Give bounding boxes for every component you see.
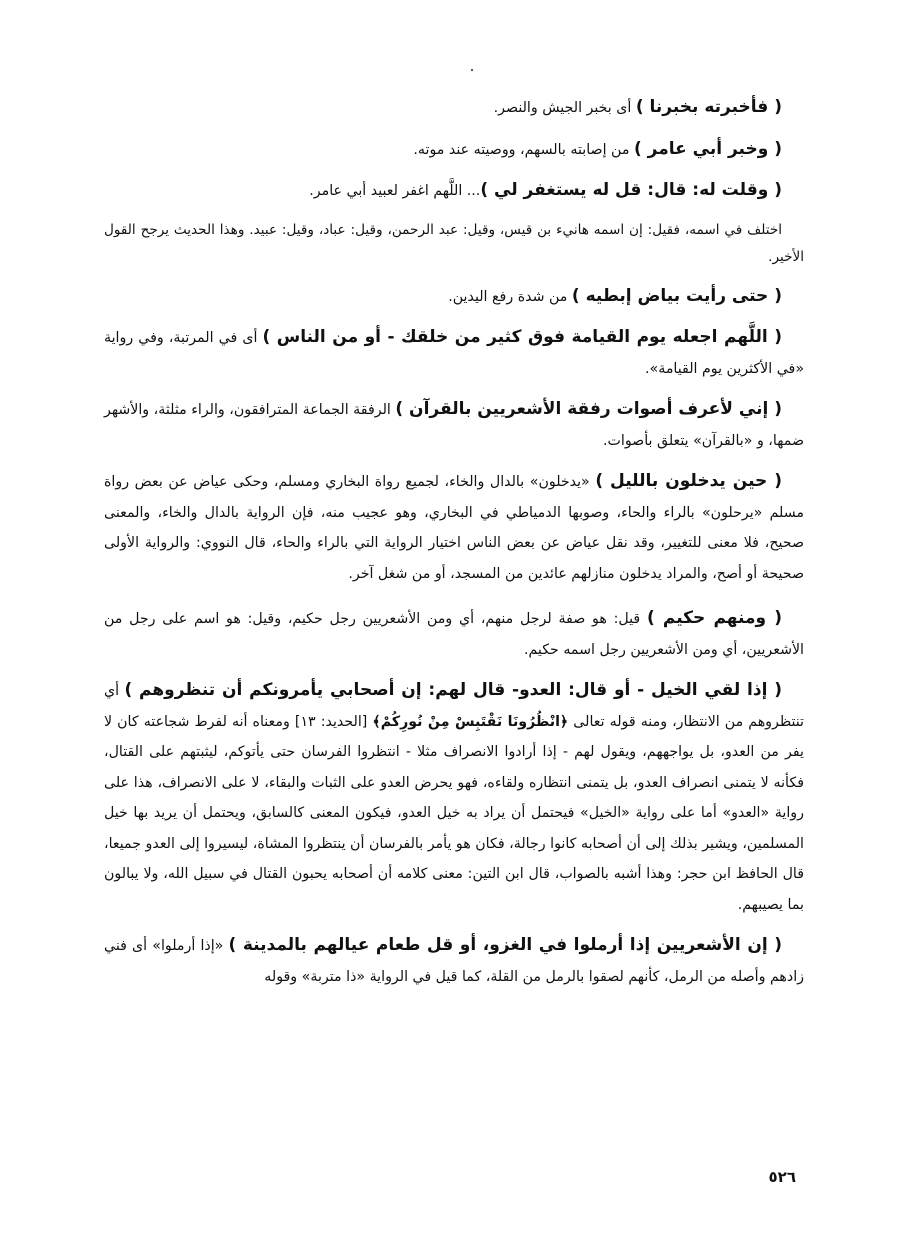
paragraph-text: «إذا أرملوا» أى فني زادهم وأصله من الرمل، كأنهم لصقوا بالرمل من القلة، كما قيل في الرواية «ذا متربة» وقوله: [104, 938, 804, 985]
paragraph-heading: ( إذا لقي الخيل - أو قال: العدو- قال لهم: إن أصحابي يأمرونكم أن تنظروهم ): [124, 680, 782, 700]
quran-verse: ﴿انْظُرُونَا نَقْتَبِسْ مِنْ نُورِكُمْ﴾: [372, 713, 569, 730]
paragraph-heading: ( حين يدخلون بالليل ): [595, 471, 782, 491]
paragraph-heading: ( اللَّهم اجعله يوم القيامة فوق كثير من خلقك - أو من الناس ): [262, 327, 782, 347]
paragraph-heading: ( حتى رأيت بياض إبطيه ): [571, 285, 782, 306]
paragraph-10: [104, 675, 804, 920]
paragraph-text: الرفقة الجماعة المترافقون، والراء مثلثة، والأشهر ضمها، و «بالقرآن» يتعلق بأصوات.: [104, 402, 804, 449]
paragraph-5: [104, 281, 804, 313]
paragraph-heading: ( وقلت له: قال: قل له يستغفر لي ): [480, 180, 782, 200]
paragraph-2: [104, 134, 804, 166]
paragraph-text: من شدة رفع اليدين.: [448, 288, 572, 305]
paragraph-text: أي تنتظروهم من الانتظار، ومنه قوله تعالى: [104, 683, 804, 730]
paragraph-text: [الحديد: ١٣] ومعناه أنه لفرط شجاعته كان لا يفر من العدو، بل يواجههم، ويقول لهم - إذا أرادوا الانصراف مثلا - انتظروا الفرسان حتى يأتوكم، ليثبتهم على القتال، فكأنه لا يتمنى انصراف العدو، بل يتمنى انتظاره ولقاءه، فهو يحرض العدو على الثبات والبقاء، لا على الانصراف، هذا على رواية «العدو» أما على رواية «الخيل» فيحتمل أن يراد به خيل العدو، فيكون المعنى كالسابق، ويحتمل أن يريد بها خيل المسلمين، ويشير بذلك إلى أن أصحابه كانوا رجالة، فكان هو يأمر بالفرسان أن ينتظروا المشاة، ليسيروا إلى العدو جميعا، قال الحافظ ابن حجر: وهذا أشبه بالصواب، قال ابن التين: معنى كلامه أن أصحابه يحبون القتال في سبيل الله، ولا يبالون بما يصيبهم.: [104, 713, 804, 913]
scan-speck: [471, 69, 473, 71]
paragraph-11: [104, 930, 804, 992]
paragraph-7: [104, 394, 804, 456]
paragraph-text: ... اللَّهم اغفر لعبيد أبي عامر.: [309, 183, 481, 199]
paragraph-text: من إصابته بالسهم، ووصيته عند موته.: [413, 141, 634, 158]
paragraph-4: [104, 217, 804, 271]
paragraph-text: اختلف في اسمه، فقيل: إن اسمه هانيء بن قيس، وقيل: عبد الرحمن، وقيل: عباد، وقيل: عبيد. وهذا الحديث يرجح القول الأخير.: [104, 221, 804, 265]
paragraph-heading: ( فأخبرته بخبرنا ): [635, 97, 782, 117]
paragraph-text: أى بخبر الجيش والنصر.: [493, 100, 636, 116]
paragraph-9: [104, 603, 804, 665]
paragraph-heading: ( إن الأشعريين إذا أرملوا في الغزو، أو قل طعام عيالهم بالمدينة ): [228, 935, 782, 955]
paragraph-3: [104, 175, 804, 207]
paragraph-6: [104, 322, 804, 384]
paragraph-text: «يدخلون» بالدال والخاء، لجميع رواة البخاري ومسلم، وحكى عياض عن بعض رواة مسلم «يرحلون» بالراء والحاء، وصوبها الدمياطي في البخاري، وهو عجيب منه، فإن الرواية بالدال والخاء، والمعنى صحيح، فلا معنى للتغيير، وقد نقل عياض عن بعض الناس اختيار الرواية التي بالراء والحاء، قال النووي: والرواية الأولى صحيحة أو أصح، والمراد يدخلون منازلهم عائدين من المسجد، أو من شغل آخر.: [104, 474, 804, 582]
paragraph-text: قيل: هو صفة لرجل منهم، أي ومن الأشعريين رجل حكيم، وقيل: هو اسم على رجل من الأشعريين، أي ومن الأشعريين رجل اسمه حكيم.: [104, 611, 804, 658]
page-body: [104, 92, 804, 992]
paragraph-heading: ( إني لأعرف أصوات رفقة الأشعريين بالقرآن ): [395, 399, 782, 419]
page-number: ٥٢٦: [768, 1168, 796, 1186]
paragraph-heading: ( ومنهم حكيم ): [646, 608, 782, 628]
paragraph-1: [104, 92, 804, 124]
paragraph-text: أى في المرتبة، وفي رواية «في الأكثرين يوم القيامة».: [104, 330, 804, 377]
paragraph-8: [104, 466, 804, 589]
paragraph-heading: ( وخبر أبي عامر ): [633, 138, 782, 159]
